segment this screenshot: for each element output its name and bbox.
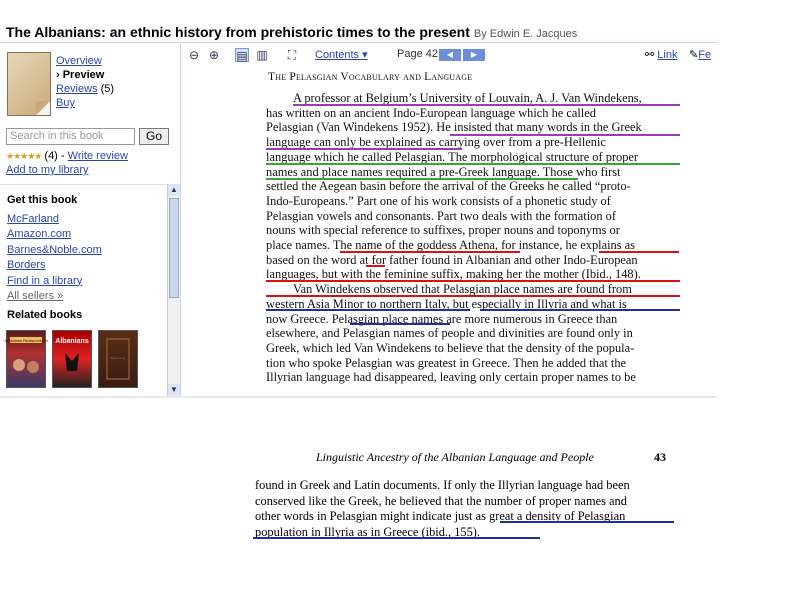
rating-count: (4) - xyxy=(44,150,65,162)
get-book-heading: Get this book xyxy=(7,194,78,206)
text-line: A professor at Belgium’s University of Louvain, A. J. Van Windekens, xyxy=(293,91,642,105)
book-page-42 xyxy=(193,68,703,393)
book-title: The Albanians: an ethnic history from prehistoric times to the present By Edwin E. Jacques xyxy=(6,24,578,40)
seller-link[interactable]: McFarland xyxy=(7,212,59,225)
section-heading: The Pelasgian Vocabulary and Language xyxy=(268,71,473,83)
text-line: conserved like the Greek, he believed that the number of proper names and xyxy=(255,493,627,508)
cover-art-icon xyxy=(99,331,137,387)
related-book-cover[interactable] xyxy=(52,330,92,388)
next-page-button[interactable]: ▶ xyxy=(463,49,485,61)
book-nav xyxy=(56,54,114,110)
page-number: 43 xyxy=(654,450,666,464)
text-line: Indo-Europeans.” Part one of his work consists of a phonetic study of xyxy=(266,193,611,208)
text-line: based on the word at for father found in Albanian and other Indo-European xyxy=(266,252,638,267)
text-line: place names. The name of the goddess Athena, for instance, he explains as xyxy=(266,238,635,252)
cover-title: Albanians Rediscovered xyxy=(4,338,48,343)
rating xyxy=(6,150,128,162)
nav-buy[interactable]: Buy xyxy=(56,97,75,109)
cover-title: Book cover xyxy=(110,356,126,360)
text-line: settled the Aegean basin before the arrival of the Greeks he called “proto- xyxy=(266,179,631,194)
page-indicator: Page 42 xyxy=(397,48,438,60)
link-button[interactable]: ⚯ Link xyxy=(645,49,678,61)
title-bar xyxy=(0,20,717,43)
text-line: languages, but with the feminine suffix, making her the mother (Ibid., 148). xyxy=(266,267,641,282)
text-line: tion who spoke Pelasgian was greatest in Greece. Then he added that the xyxy=(266,355,627,370)
related-book-cover[interactable] xyxy=(6,330,46,388)
text-line: elsewhere, and Pelasgian names of people and divinities are found only in xyxy=(266,326,633,341)
zoom-out-icon[interactable]: ⊖ xyxy=(188,48,200,62)
prev-page-button[interactable]: ◀ xyxy=(439,49,461,61)
cover-art-icon xyxy=(53,331,91,387)
feedback-icon: ✎ xyxy=(689,49,699,61)
seller-link[interactable]: Amazon.com xyxy=(7,228,72,240)
page-curl-icon xyxy=(36,101,50,115)
cover-art-icon xyxy=(4,331,48,387)
text-line: nouns with special reference to suffixes, proper nouns and toponyms or xyxy=(266,223,620,238)
link-icon: ⚯ xyxy=(645,49,655,61)
zoom-in-icon[interactable]: ⊕ xyxy=(208,48,220,62)
sidebar xyxy=(0,44,181,396)
book-cover[interactable] xyxy=(7,52,51,116)
add-library xyxy=(6,164,89,176)
get-this-book xyxy=(7,193,102,305)
viewer-bottom-border xyxy=(0,396,717,398)
seller-link[interactable]: Find in a library xyxy=(7,274,83,287)
feedback-button[interactable]: ✎Fe xyxy=(689,49,712,61)
scroll-down-icon[interactable]: ▼ xyxy=(168,384,180,396)
running-head: Linguistic Ancestry of the Albanian Language and People xyxy=(316,450,594,464)
search-input[interactable]: Search in this book xyxy=(6,128,135,145)
scroll-up-icon[interactable]: ▲ xyxy=(168,184,180,196)
book-search xyxy=(6,128,169,145)
book-author: By Edwin E. Jacques xyxy=(473,28,578,40)
text-line: now Greece. Pelasgian place names are more numerous in Greece than xyxy=(266,311,618,326)
nav-preview: › Preview xyxy=(56,69,105,81)
all-sellers-link[interactable]: All sellers » xyxy=(7,290,64,302)
text-line: Van Windekens observed that Pelasgian place names are found from xyxy=(293,282,632,297)
related-books-heading: Related books xyxy=(7,309,83,321)
text-line: language can only be explained as carrying over from a pre-Hellenic xyxy=(266,135,606,150)
scroll-thumb[interactable] xyxy=(169,198,179,298)
star-rating-icon: ★★★★★ xyxy=(6,151,42,161)
text-line: Illyrian language had disappeared, leaving only certain proper names to be xyxy=(266,370,636,385)
search-go-button[interactable]: Go xyxy=(139,128,169,145)
single-page-icon[interactable]: ▤ xyxy=(236,49,248,63)
text-line: other words in Pelasgian might indicate just as great a density of Pelasgian xyxy=(255,509,626,523)
seller-link[interactable]: Borders xyxy=(7,259,46,271)
text-line: language which he called Pelasgian. The morphological structure of proper xyxy=(266,149,639,164)
text-line: western Asia Minor to northern Italy, but especially in Illyria and what is xyxy=(266,296,627,311)
text-line: has written on an ancient Indo-European language which he called xyxy=(266,105,596,120)
seller-link[interactable]: Barnes&Noble.com xyxy=(7,243,102,256)
reviews-count: (5) xyxy=(97,83,115,95)
text-line: Pelasgian vowels and consonants. Part two deals with the formation of xyxy=(266,208,616,223)
cover-title: Albanians xyxy=(55,338,89,345)
sidebar-scrollbar[interactable] xyxy=(167,184,180,396)
nav-reviews[interactable]: Reviews xyxy=(56,83,98,95)
text-line: population in Illyria as in Greece (ibid., 155). xyxy=(255,524,481,539)
add-to-library-link[interactable]: Add to my library xyxy=(6,164,89,176)
viewer-toolbar xyxy=(181,44,717,68)
write-review-link[interactable]: Write review xyxy=(67,150,128,162)
text-line: Pelasgian (Van Windekens 1952). He insisted that many words in the Greek xyxy=(266,120,642,135)
sidebar-scroll-pane xyxy=(0,184,167,397)
contents-dropdown[interactable]: Contents ▾ xyxy=(315,49,368,61)
fullscreen-icon[interactable]: ⛶ xyxy=(287,48,297,62)
text-line: found in Greek and Latin documents. If only the Illyrian language had been xyxy=(255,478,630,492)
nav-overview[interactable]: Overview xyxy=(56,55,102,67)
related-book-cover[interactable] xyxy=(98,330,138,388)
text-line: names and place names required a pre-Greek language. Those who first xyxy=(266,164,621,179)
two-page-icon[interactable]: ▥ xyxy=(256,48,268,62)
text-line: Greek, which led Van Windekens to believe that the density of the popula- xyxy=(266,340,635,355)
